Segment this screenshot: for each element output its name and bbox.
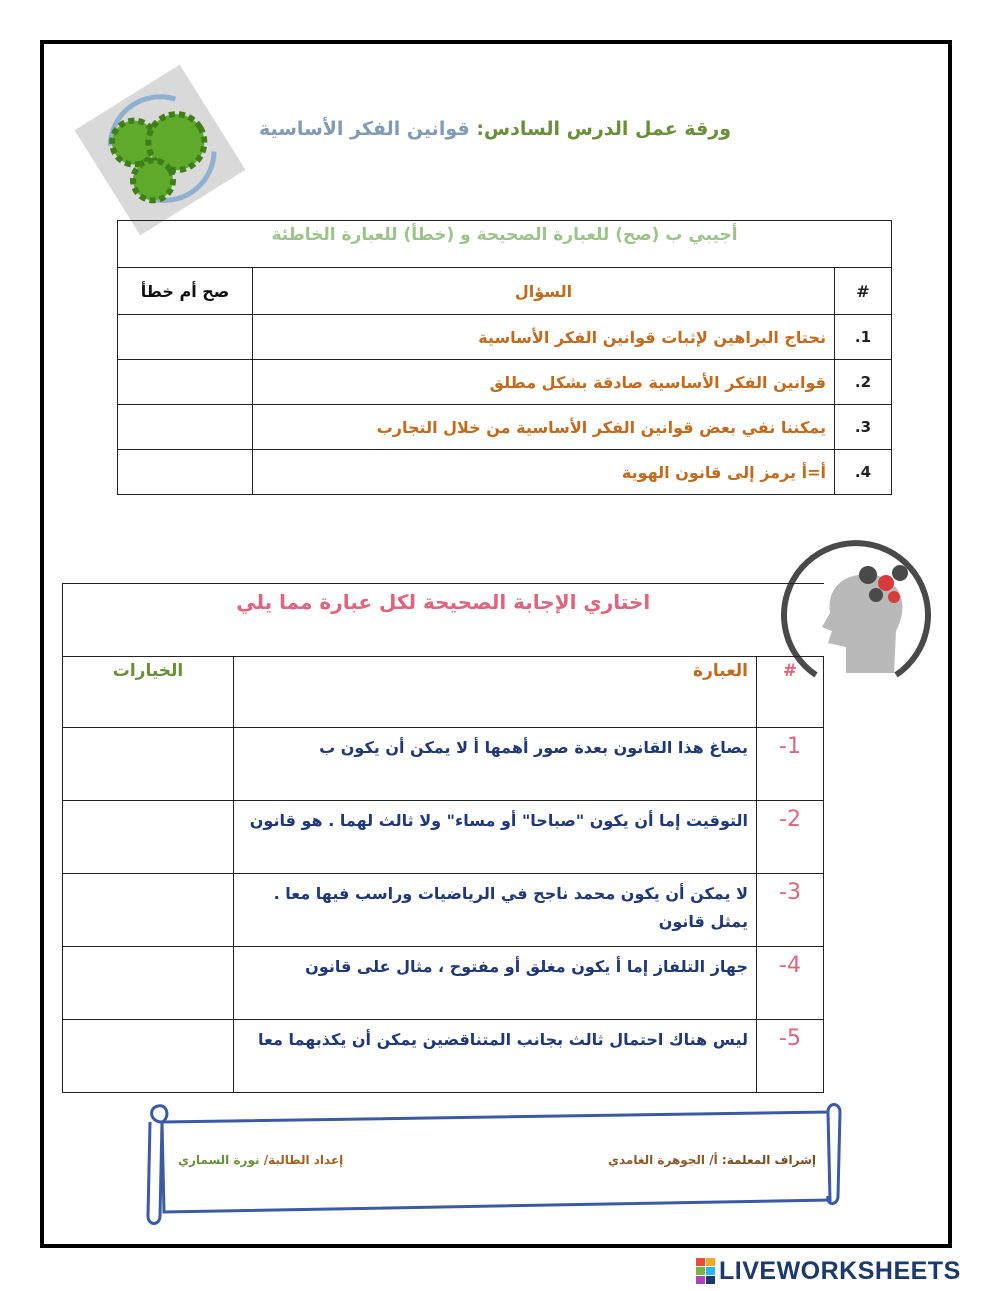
title-lesson: ورقة عمل الدرس السادس: [476,118,732,140]
table-row [63,728,824,801]
answer-field[interactable] [118,360,253,405]
prepared-label: إعداد الطالبة/ [263,1153,344,1167]
true-false-table [117,220,892,495]
supervisor-name: أ/ الجوهرة الغامدي [607,1153,718,1167]
header-number: # [835,268,892,315]
row-number: 5- [757,1020,824,1093]
option-select[interactable] [63,1020,234,1093]
question-text: نحتاج البراهين لإثبات قوانين الفكر الأساسية [253,315,835,360]
multiple-choice-instruction: اختاري الإجابة الصحيحة لكل عبارة مما يلي [63,584,824,657]
title-topic: قوانين الفكر الأساسية [258,118,470,140]
question-text: أ=أ يرمز إلى قانون الهوية [253,450,835,495]
table-row [118,315,892,360]
page-title [250,118,740,140]
option-select[interactable] [63,801,234,874]
table-row [118,405,892,450]
option-select[interactable] [63,728,234,801]
question-text: يمكننا نفي بعض قوانين الفكر الأساسية من خلال التجارب [253,405,835,450]
statement-text: يصاغ هذا القانون بعدة صور أهمها أ لا يمكن أن يكون ب [234,728,757,801]
brand-mark-icon [696,1258,715,1284]
table-row [63,874,824,947]
true-false-instruction: أجيبي ب (صح) للعبارة الصحيحة و (خطأ) للعبارة الخاطئة [118,221,892,268]
supervisor-credit [608,1153,816,1167]
option-select[interactable] [63,874,234,947]
multiple-choice-table [62,583,824,1093]
table-row [63,801,824,874]
statement-text: جهاز التلفاز إما أ يكون مغلق أو مفتوح ، مثال على قانون [234,947,757,1020]
supervisor-label: إشراف المعلمة: [721,1153,816,1167]
header-statement: العبارة [234,657,757,728]
table-row [118,450,892,495]
row-number: 1- [757,728,824,801]
row-number: 3. [835,405,892,450]
statement-text: ليس هناك احتمال ثالث بجانب المتناقضين يمكن أن يكذبهما معا [234,1020,757,1093]
student-name: نورة السماري [178,1153,260,1167]
statement-text: التوقيت إما أن يكون "صباحا" أو مساء" ولا ثالث لهما . هو قانون [234,801,757,874]
row-number: 2. [835,360,892,405]
table-row [118,360,892,405]
statement-text: لا يمكن أن يكون محمد ناجح في الرياضيات وراسب فيها معا . يمثل قانون [234,874,757,947]
row-number: 3- [757,874,824,947]
option-select[interactable] [63,947,234,1020]
student-credit [178,1153,343,1167]
liveworksheets-logo [696,1256,961,1286]
question-text: قوانين الفكر الأساسية صادقة بشكل مطلق [253,360,835,405]
header-true-false: صح أم خطأ [118,268,253,315]
brand-text: LIVEWORKSHEETS [719,1256,961,1285]
row-number: 4. [835,450,892,495]
answer-field[interactable] [118,315,253,360]
row-number: 1. [835,315,892,360]
header-options: الخيارات [63,657,234,728]
header-number: # [757,657,824,728]
row-number: 2- [757,801,824,874]
row-number: 4- [757,947,824,1020]
table-row [63,1020,824,1093]
table-row [63,947,824,1020]
gears-logo-image [60,60,260,240]
header-question: السؤال [253,268,835,315]
answer-field[interactable] [118,405,253,450]
answer-field[interactable] [118,450,253,495]
